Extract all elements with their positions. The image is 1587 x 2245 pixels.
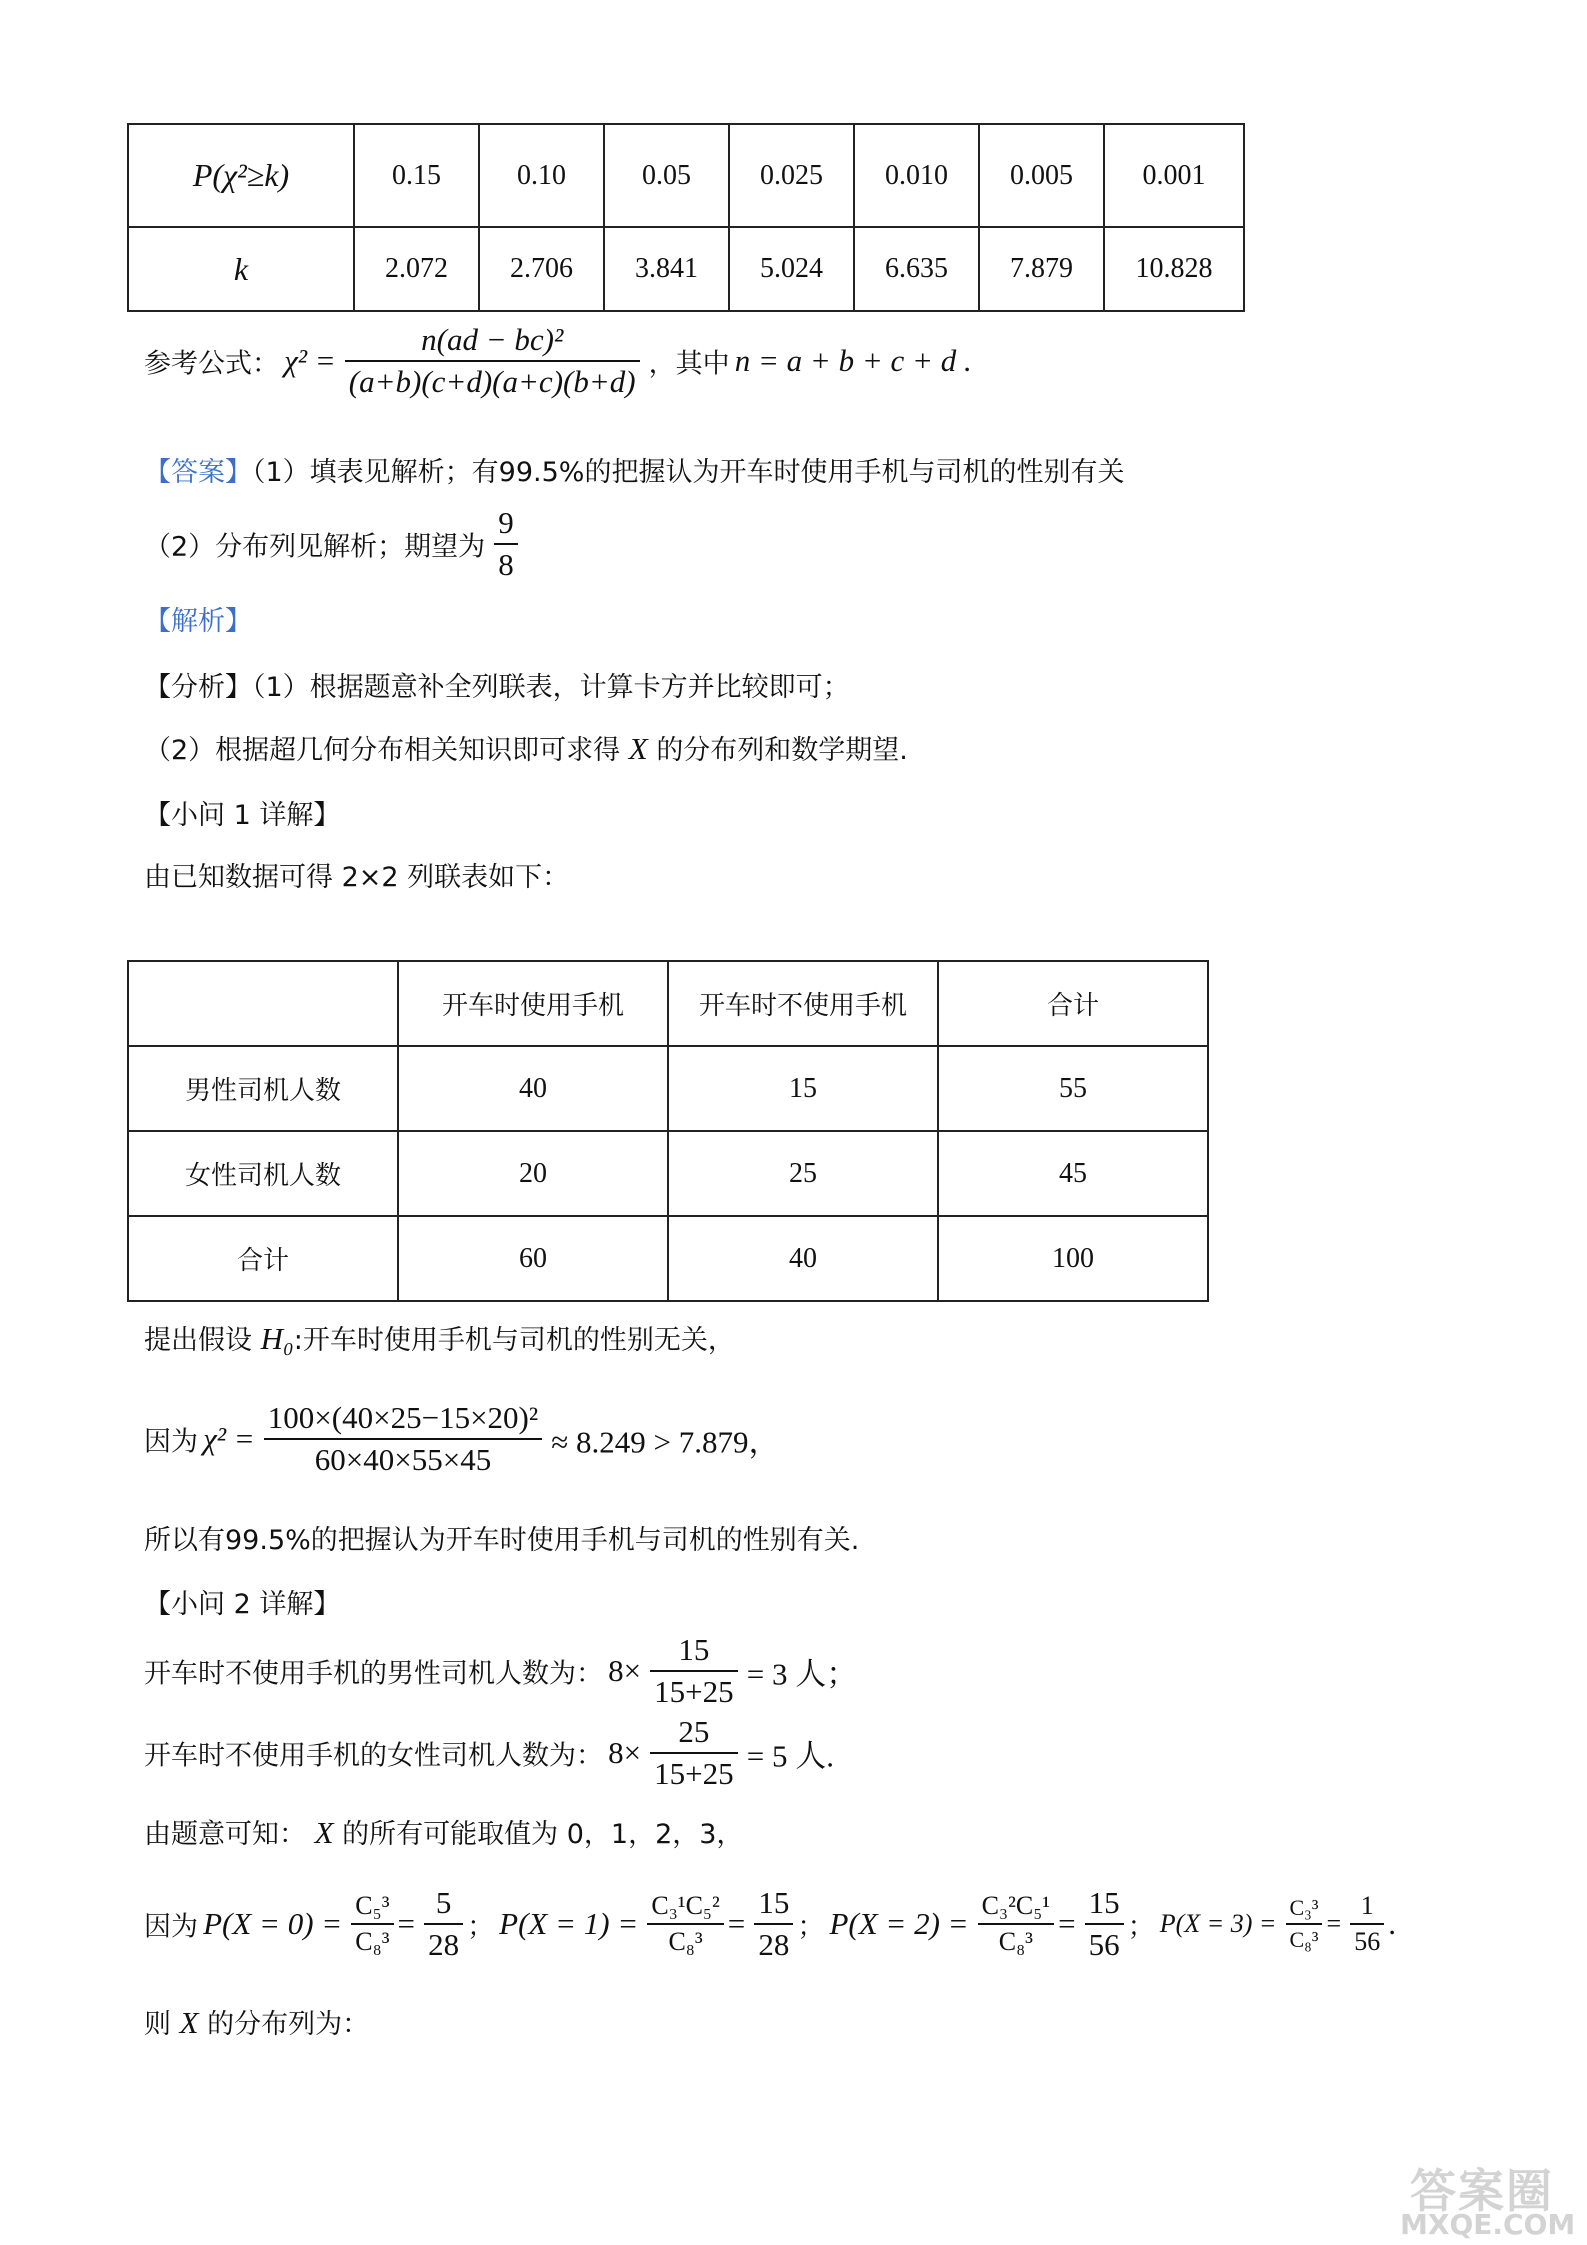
p3-combination-fraction — [1286, 1895, 1323, 1953]
answer-text-2: （2）分布列见解析；期望为 — [144, 531, 486, 563]
answer-line-2 — [144, 505, 522, 583]
male-count-fraction — [650, 1632, 737, 1710]
p0-value-fraction — [424, 1885, 463, 1963]
table-row — [128, 1216, 1208, 1301]
female-count-fraction — [650, 1714, 737, 1792]
hypothesis-text-b: :开车时使用手机与司机的性别无关， — [293, 1325, 735, 1356]
p3-value-fraction — [1350, 1891, 1384, 1957]
p2-num: 15 — [1088, 1885, 1120, 1920]
q1-conclusion: 所以有99.5%的把握认为开车时使用手机与司机的性别有关. — [144, 1525, 860, 1556]
answer-line-1 — [144, 450, 1124, 489]
p0-comb-den: C₈³ — [351, 1923, 393, 1957]
p3-comb-den: C₈³ — [1286, 1923, 1323, 1953]
p1-den: 28 — [754, 1923, 793, 1963]
expectation-denominator: 8 — [494, 543, 518, 583]
row-label-probability: P(χ²≥k) — [128, 124, 354, 227]
p-value-cell: 0.05 — [604, 124, 729, 227]
critical-value-table — [127, 123, 1245, 312]
hypothesis-variable: H₀ — [260, 1321, 294, 1356]
chi-square-calculation — [144, 1400, 780, 1478]
calc-numerator: 100×(40×25−15×20)² — [267, 1400, 539, 1435]
p3-num: 1 — [1360, 1891, 1374, 1920]
k-value-cell: 6.635 — [854, 227, 979, 311]
table-row — [128, 227, 1244, 311]
value-cell: 40 — [398, 1046, 668, 1131]
p2-comb-den: C₈³ — [978, 1923, 1054, 1957]
expectation-numerator: 9 — [498, 505, 514, 540]
p0-den: 28 — [424, 1923, 463, 1963]
male-count-lead: 开车时不使用手机的男性司机人数为： — [144, 1658, 603, 1690]
formula-n-definition: n = a + b + c + d . — [734, 343, 972, 378]
p3-den: 56 — [1350, 1923, 1384, 1957]
k-value-cell: 10.828 — [1104, 227, 1244, 311]
watermark-url: MXQE.COM — [1400, 2208, 1576, 2241]
male-numerator: 15 — [678, 1632, 710, 1667]
p-value-cell: 0.10 — [479, 124, 604, 227]
distribution-lead: 则 — [144, 2009, 171, 2040]
k-value-cell: 3.841 — [604, 227, 729, 311]
header-cell: 开车时使用手机 — [398, 961, 668, 1046]
p1-num: 15 — [758, 1885, 790, 1920]
p-value-cell: 0.010 — [854, 124, 979, 227]
female-numerator: 25 — [678, 1714, 710, 1749]
calc-lead: 因为 — [144, 1426, 198, 1458]
analysis-text-2b: 的分布列和数学期望. — [656, 735, 908, 766]
p2-lhs: P(X = 2) = — [829, 1906, 969, 1941]
p0-separator: ； — [467, 1911, 495, 1943]
probabilities-line: 因为 P(X = 0) = $\frac{\text{C₅³}}{\text{C₈³}}$ = $\frac{5}{28}$ ； P(X = 1) = $\frac{\text{C₃¹C₅²}}{\text{C₈³}}$ = $\frac{15}{28}$ ； P(X = 2) = $\frac{\text{C₃²C₅¹}}{\text{C₈³}}$ = $\frac{15}{56}$ ； P(X = 3) = $\frac{\text{C₃³}}{\text{C₈³}}$ = $\frac{1}{56}$ . — [144, 1885, 1396, 1962]
table-row — [128, 1046, 1208, 1131]
analysis-line-2 — [144, 728, 908, 767]
p-value-cell: 0.025 — [729, 124, 854, 227]
formula-numerator: n(ad − bc)² — [421, 322, 564, 357]
formula-denominator: (a+b)(c+d)(a+c)(b+d) — [345, 360, 640, 400]
p2-comb-num: C₃²C₅¹ — [981, 1891, 1051, 1920]
p1-lhs: P(X = 1) = — [499, 1906, 639, 1941]
calc-rhs: ≈ 8.249 > 7.879， — [551, 1424, 780, 1460]
p-value-cell: 0.15 — [354, 124, 479, 227]
row-label-cell: 男性司机人数 — [128, 1046, 398, 1131]
reference-formula — [144, 322, 972, 400]
value-cell: 15 — [668, 1046, 938, 1131]
calc-lhs: χ² = — [203, 1421, 255, 1456]
male-count-line — [144, 1632, 857, 1710]
male-denominator: 15+25 — [650, 1670, 737, 1710]
calc-denominator: 60×40×55×45 — [264, 1438, 542, 1478]
p0-lhs: P(X = 0) = — [203, 1906, 343, 1941]
value-cell: 100 — [938, 1216, 1208, 1301]
watermark-logo: 答案圈 — [1410, 2164, 1554, 2218]
female-count-line — [144, 1714, 834, 1792]
p3-separator: . — [1388, 1906, 1396, 1941]
p1-value-fraction — [754, 1885, 793, 1963]
p-value-cell: 0.005 — [979, 124, 1104, 227]
analysis-text-1: （1）根据题意补全列联表，计算卡方并比较即可； — [252, 672, 850, 703]
table-header-row — [128, 961, 1208, 1046]
row-label-k: k — [128, 227, 354, 311]
possible-values-line — [144, 1812, 743, 1851]
value-cell: 20 — [398, 1131, 668, 1216]
value-cell: 60 — [398, 1216, 668, 1301]
p0-combination-fraction — [351, 1891, 393, 1957]
p2-value-fraction — [1085, 1885, 1124, 1963]
probabilities-lead: 因为 — [144, 1911, 198, 1943]
header-cell: 合计 — [938, 961, 1208, 1046]
row-label-cell: 合计 — [128, 1216, 398, 1301]
analysis-tag: 【分析】 — [144, 672, 252, 703]
male-count-result: = 3 人； — [746, 1656, 858, 1692]
possible-values-lead: 由题意可知： — [144, 1819, 306, 1850]
p2-separator: ； — [1127, 1911, 1155, 1943]
value-cell: 55 — [938, 1046, 1208, 1131]
k-value-cell: 5.024 — [729, 227, 854, 311]
variable-x: X — [314, 1815, 334, 1850]
distribution-text: 的分布列为： — [207, 2009, 370, 2040]
female-count-prefix: 8× — [608, 1735, 642, 1770]
contingency-table — [127, 960, 1209, 1302]
male-count-prefix: 8× — [608, 1653, 642, 1688]
answer-text-1: （1）填表见解析；有99.5%的把握认为开车时使用手机与司机的性别有关 — [252, 457, 1125, 488]
hypothesis-text-a: 提出假设 — [144, 1325, 252, 1356]
table-row — [128, 124, 1244, 227]
answer-tag: 【答案】 — [144, 457, 252, 488]
p0-comb-num: C₅³ — [355, 1891, 390, 1920]
p2-combination-fraction — [978, 1891, 1054, 1957]
p1-comb-den: C₈³ — [647, 1923, 723, 1957]
female-count-lead: 开车时不使用手机的女性司机人数为： — [144, 1740, 603, 1772]
possible-values-text: 的所有可能取值为 0，1，2，3， — [342, 1819, 744, 1850]
p3-lhs: P(X = 3) = — [1159, 1909, 1277, 1938]
p2-den: 56 — [1085, 1923, 1124, 1963]
expectation-fraction — [494, 505, 518, 583]
k-value-cell: 7.879 — [979, 227, 1104, 311]
p-value-cell: 0.001 — [1104, 124, 1244, 227]
formula-lead: 参考公式： — [144, 348, 279, 380]
variable-x: X — [628, 731, 648, 766]
k-value-cell: 2.706 — [479, 227, 604, 311]
q1-title: 【小问 1 详解】 — [144, 800, 341, 831]
female-count-result: = 5 人. — [746, 1738, 834, 1774]
calc-fraction — [264, 1400, 542, 1478]
value-cell: 45 — [938, 1131, 1208, 1216]
q2-title: 【小问 2 详解】 — [144, 1589, 341, 1620]
solution-tag: 【解析】 — [144, 606, 252, 637]
analysis-text-2a: （2）根据超几何分布相关知识即可求得 — [144, 735, 621, 766]
p3-comb-num: C₃³ — [1289, 1895, 1319, 1920]
formula-lhs: χ² = — [284, 343, 336, 378]
p1-separator: ； — [797, 1911, 825, 1943]
p1-combination-fraction — [647, 1891, 723, 1957]
formula-fraction — [345, 322, 640, 400]
analysis-line-1 — [144, 665, 850, 704]
row-label-cell: 女性司机人数 — [128, 1131, 398, 1216]
variable-x: X — [179, 2005, 199, 2040]
k-value-cell: 2.072 — [354, 227, 479, 311]
value-cell: 40 — [668, 1216, 938, 1301]
hypothesis-line — [144, 1318, 735, 1357]
table-row — [128, 1131, 1208, 1216]
header-cell: 开车时不使用手机 — [668, 961, 938, 1046]
formula-where: ，其中 — [648, 348, 730, 380]
female-denominator: 15+25 — [650, 1752, 737, 1792]
value-cell: 25 — [668, 1131, 938, 1216]
p1-comb-num: C₃¹C₅² — [651, 1891, 720, 1920]
header-cell — [128, 961, 398, 1046]
q1-intro: 由已知数据可得 2×2 列联表如下： — [144, 862, 570, 893]
p0-num: 5 — [435, 1885, 452, 1920]
distribution-line — [144, 2002, 369, 2041]
